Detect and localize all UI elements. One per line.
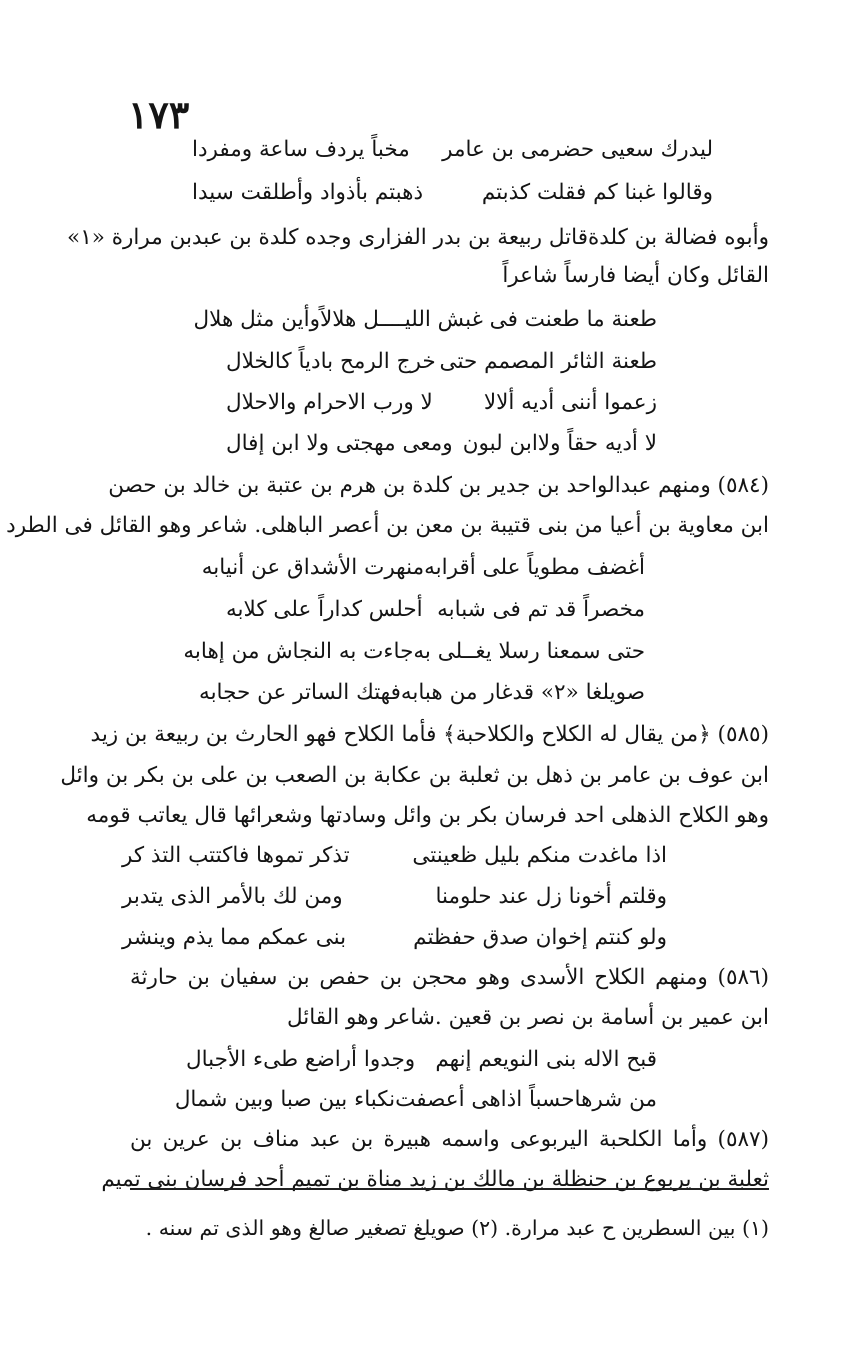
prose-line: ابن معاوية بن أعيا من بنى قتيبة بن معن بن أعصر الباهلى. شاعر وهو القائل فى الطرد [6,513,769,538]
verse-second-hemistich: وأين مثل هلال [193,307,320,332]
prose-line: القائل وكان أيضا فارساً شاعراً [502,263,769,288]
verse-second-hemistich: فهتك الساتر عن حجابه [199,680,401,705]
prose-line: ثعلبة بن يربوع بن حنظلة بن مالك بن زيد مناة بن تميم أحد فرسان بنى تميم [101,1167,769,1192]
verse-first-hemistich: اذا ماغدت منكم بليل ظعينتى [412,843,667,868]
verse-second-hemistich: جاءت به النجاش من إهابه [183,639,414,664]
verse-first-hemistich: من شرهاحسباً اذاهى أعصفت [395,1087,657,1112]
verse-second-hemistich: ذهبتم بأذواد وأطلقت سيدا [192,180,424,205]
prose-line: وهو الكلاح الذهلى احد فرسان بكر بن وائل وسادتها وشعرائها قال يعاتب قومه [86,803,769,828]
verse-line [226,424,657,464]
verse-first-hemistich: وقلتم أخونا زل عند حلومنا [435,884,667,909]
verse-first-hemistich: زعموا أننى أديه ألالا [483,390,657,415]
verse-second-hemistich: خرج الرمح بادياً كالخلال [226,349,436,374]
verse-line [174,1080,657,1120]
page-number: ١٧٣ [128,92,190,137]
verse-first-hemistich: وقالوا غبنا كم فقلت كذبتم [481,180,713,205]
prose-line: (٥٨٤) ومنهم عبدالواحد بن جدير بن كلدة بن هرم بن عتبة بن خالد بن حصن [108,473,769,498]
verse-line [186,1040,657,1080]
prose-line: ابن عوف بن عامر بن ذهل بن ثعلبة بن عكابة بن الصعب بن على بن بكر بن وائل [60,763,769,788]
prose-line: (٥٨٥) ﴿من يقال له الكلاح والكلاحبة﴾ فأما الكلاح فهو الحارث بن ربيعة بن زيد [90,722,769,747]
footnote-divider [130,1188,769,1190]
verse-line [226,342,657,382]
verse-line [183,632,645,672]
verse-line [199,673,645,713]
verse-second-hemistich: ومن لك بالأمر الذى يتدبر [122,884,343,909]
verse-second-hemistich: أحلس كداراً على كلابه [226,597,423,622]
verse-first-hemistich: مخصراً قد تم فى شبابه [437,597,645,622]
prose-line: ابن عمير بن أسامة بن نصر بن قعين .شاعر وهو القائل [286,1005,769,1030]
verse-line [192,173,713,213]
verse-line [122,877,667,917]
verse-second-hemistich: تذكر تموها فاكتتب التذ كر [122,843,350,868]
verse-second-hemistich: وجدوا أراضع طىء الأجبال [186,1047,416,1072]
verse-line [122,836,667,876]
prose-line: (٥٨٧) وأما الكلحبة اليربوعى واسمه هبيرة بن عبد مناف بن عرين بن [130,1127,769,1152]
verse-second-hemistich: بنى عمكم مما يذم وينشر [122,925,347,950]
verse-first-hemistich: قبح الاله بنى النويعم إنهم [435,1047,657,1072]
footnote: (١) بين السطرين ح عبد مرارة. (٢) صويلغ تصغير صالغ وهو الذى تم سنه . [145,1216,769,1240]
verse-line [226,590,645,630]
verse-line [193,300,657,340]
verse-second-hemistich: مخباً يردف ساعة ومفردا [192,137,410,162]
verse-second-hemistich: نكباء بين صبا وبين شمال [174,1087,396,1112]
verse-first-hemistich: لا أديه حقاً ولاابن لبون [462,431,657,456]
verse-line [201,548,645,588]
verse-first-hemistich: حتى سمعنا رسلا يغــلى به [413,639,645,664]
verse-second-hemistich: ومعى مهجتى ولا ابن إفال [226,431,453,456]
verse-line [192,130,713,170]
verse-line [122,918,667,958]
verse-first-hemistich: صويلغا «٢» قدغار من هبابه [400,680,645,705]
prose-line: وأبوه فضالة بن كلدةقاتل ربيعة بن بدر الفزارى وجده كلدة بن عبدبن مرارة «١» [67,225,769,250]
verse-first-hemistich: أغضف مطوياً على أقرابه [424,555,645,580]
verse-first-hemistich: ليدرك سعيى حضرمى بن عامر [442,137,713,162]
verse-first-hemistich: طعنة الثائر المصمم حتى [439,349,657,374]
verse-second-hemistich: منهرت الأشداق عن أنيابه [201,555,425,580]
prose-line: (٥٨٦) ومنهم الكلاح الأسدى وهو محجن بن حفص بن سفيان بن حارثة [130,965,769,990]
verse-first-hemistich: ولو كنتم إخوان صدق حفظتم [413,925,667,950]
verse-first-hemistich: طعنة ما طعنت فى غبش الليــــل هلالاً [319,307,657,332]
verse-second-hemistich: لا ورب الاحرام والاحلال [226,390,433,415]
verse-line [226,383,657,423]
